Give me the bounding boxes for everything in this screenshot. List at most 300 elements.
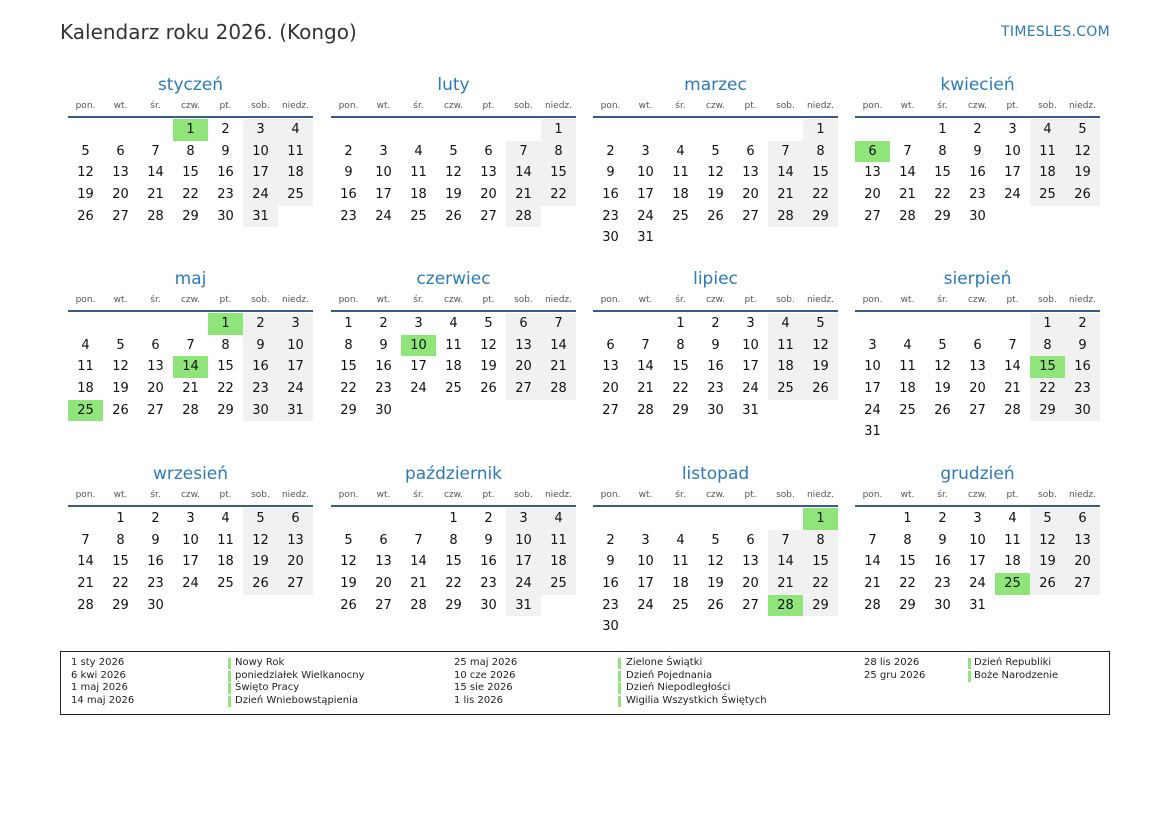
day-cell: 22	[541, 184, 576, 206]
weekday-header	[855, 98, 1100, 118]
day-grid	[855, 508, 1100, 616]
day-cell: 25	[217, 576, 234, 592]
holiday-day-cell: 25	[995, 573, 1030, 595]
day-cell: 28	[147, 208, 164, 224]
day-cell: 21	[410, 576, 427, 592]
day-cell: 10	[182, 532, 199, 548]
day-cell: 22	[217, 381, 234, 397]
day-cell: 18	[899, 381, 916, 397]
empty-cell	[960, 313, 995, 335]
day-cell: 24	[506, 573, 541, 595]
day-cell: 29	[340, 402, 357, 418]
month-name: listopad	[681, 464, 750, 484]
day-cell: 2	[973, 122, 982, 137]
weekday-label: wt.	[376, 295, 391, 305]
day-cell: 2	[606, 143, 615, 159]
day-cell: 8	[221, 337, 230, 353]
day-grid	[593, 313, 838, 421]
day-cell: 3	[1008, 122, 1017, 137]
empty-cell	[855, 508, 890, 530]
day-cell: 18	[1004, 554, 1021, 570]
day-cell: 25	[445, 381, 462, 397]
day-cell: 11	[77, 359, 94, 375]
day-cell: 16	[243, 356, 278, 378]
day-cell: 9	[606, 554, 615, 570]
weekday-label: niedz.	[806, 490, 835, 500]
month-2	[593, 73, 838, 249]
day-cell: 26	[340, 597, 357, 613]
day-cell: 14	[768, 551, 803, 573]
empty-cell	[103, 119, 138, 141]
day-cell: 23	[1065, 378, 1100, 400]
day-cell: 25	[410, 208, 427, 224]
legend-holiday-name: poniedziałek Wielkanocny	[235, 669, 365, 681]
empty-cell	[995, 313, 1030, 335]
day-cell: 31	[278, 400, 313, 422]
day-cell: 29	[217, 402, 234, 418]
day-cell: 15	[803, 551, 838, 573]
legend-date: 28 lis 2026	[864, 657, 920, 668]
day-cell: 23	[243, 378, 278, 400]
weekday-label: pt.	[744, 101, 757, 111]
day-cell: 22	[112, 576, 129, 592]
day-cell: 10	[637, 554, 654, 570]
day-grid	[331, 313, 576, 421]
holiday-day-cell: 14	[173, 356, 208, 378]
day-cell: 30	[707, 402, 724, 418]
day-cell: 24	[969, 576, 986, 592]
weekday-label: niedz.	[281, 295, 310, 305]
weekday-label: wt.	[638, 490, 653, 500]
weekday-label: pt.	[1006, 490, 1019, 500]
day-cell: 7	[414, 532, 423, 548]
day-cell: 2	[938, 511, 947, 526]
month-name: październik	[404, 464, 503, 484]
weekday-label: czw.	[967, 101, 988, 111]
legend-holiday-name: Święto Pracy	[235, 682, 300, 694]
day-cell: 6	[606, 337, 615, 353]
day-cell: 7	[541, 313, 576, 335]
weekday-label: sob.	[251, 295, 270, 305]
day-cell: 27	[602, 402, 619, 418]
day-cell: 15	[672, 359, 689, 375]
month-name: styczeń	[157, 75, 224, 95]
empty-cell	[68, 508, 103, 530]
day-cell: 29	[934, 208, 951, 224]
legend-holiday-name: Zielone Świątki	[626, 657, 703, 668]
day-cell: 27	[480, 208, 497, 224]
day-cell: 18	[445, 359, 462, 375]
day-cell: 5	[449, 143, 458, 159]
day-cell: 16	[217, 165, 234, 181]
day-cell: 11	[541, 530, 576, 552]
day-cell: 30	[1065, 400, 1100, 422]
day-cell: 14	[768, 162, 803, 184]
day-cell: 2	[344, 143, 353, 159]
day-cell: 21	[541, 356, 576, 378]
day-cell: 27	[969, 402, 986, 418]
month-4	[68, 267, 313, 421]
day-cell: 19	[77, 187, 94, 203]
day-cell: 1	[449, 511, 458, 526]
legend-marker	[228, 671, 231, 682]
holiday-day-cell: 10	[401, 335, 436, 357]
day-cell: 17	[243, 162, 278, 184]
day-cell: 16	[340, 187, 357, 203]
weekday-label: niedz.	[544, 490, 573, 500]
weekday-label: wt.	[900, 490, 915, 500]
day-cell: 6	[151, 337, 160, 353]
day-cell: 25	[541, 573, 576, 595]
day-cell: 27	[742, 597, 759, 613]
empty-cell	[698, 508, 733, 530]
day-cell: 25	[768, 378, 803, 400]
day-cell: 2	[1065, 313, 1100, 335]
day-cell: 21	[147, 187, 164, 203]
day-cell: 4	[1030, 119, 1065, 141]
day-cell: 17	[375, 187, 392, 203]
day-cell: 20	[147, 381, 164, 397]
day-cell: 12	[112, 359, 129, 375]
day-cell: 22	[1030, 378, 1065, 400]
day-cell: 4	[221, 511, 230, 526]
weekday-label: sob.	[1038, 490, 1057, 500]
day-cell: 4	[81, 337, 90, 353]
day-cell: 14	[637, 359, 654, 375]
weekday-label: śr.	[413, 490, 424, 500]
day-cell: 13	[742, 165, 759, 181]
day-cell: 8	[938, 143, 947, 159]
page-title: Kalendarz roku 2026. (Kongo)	[60, 20, 357, 44]
weekday-label: pon.	[338, 101, 359, 111]
day-cell: 27	[147, 402, 164, 418]
legend-marker	[618, 683, 621, 694]
legend-holiday-name: Dzień Niepodległości	[626, 682, 731, 694]
day-cell: 8	[676, 337, 685, 353]
day-cell: 21	[182, 381, 199, 397]
day-cell: 28	[899, 208, 916, 224]
day-cell: 26	[77, 208, 94, 224]
month-9	[331, 462, 576, 616]
day-cell: 21	[506, 184, 541, 206]
day-cell: 18	[77, 381, 94, 397]
weekday-label: wt.	[900, 295, 915, 305]
day-cell: 4	[449, 316, 458, 331]
day-cell: 17	[278, 356, 313, 378]
day-cell: 14	[147, 165, 164, 181]
holiday-day-cell: 1	[803, 508, 838, 530]
day-cell: 1	[903, 511, 912, 526]
weekday-label: czw.	[443, 490, 464, 500]
day-cell: 16	[602, 576, 619, 592]
day-cell: 28	[77, 597, 94, 613]
day-cell: 8	[803, 141, 838, 163]
day-cell: 25	[278, 184, 313, 206]
day-grid	[855, 119, 1100, 227]
day-cell: 30	[375, 402, 392, 418]
empty-cell	[331, 119, 366, 141]
weekday-label: śr.	[675, 490, 686, 500]
day-cell: 11	[410, 165, 427, 181]
day-cell: 6	[116, 143, 125, 159]
day-cell: 14	[1004, 359, 1021, 375]
weekday-label: śr.	[150, 295, 161, 305]
day-cell: 23	[340, 208, 357, 224]
day-cell: 19	[934, 381, 951, 397]
holiday-day-cell: 28	[768, 595, 803, 617]
day-cell: 10	[1004, 143, 1021, 159]
day-cell: 21	[864, 576, 881, 592]
weekday-label: sob.	[251, 101, 270, 111]
weekday-label: niedz.	[1068, 295, 1097, 305]
weekday-header	[855, 487, 1100, 507]
month-name: marzec	[684, 75, 747, 95]
day-cell: 6	[1065, 508, 1100, 530]
day-cell: 7	[151, 143, 160, 159]
day-cell: 23	[602, 597, 619, 613]
day-cell: 28	[506, 206, 541, 228]
day-cell: 1	[541, 119, 576, 141]
day-cell: 26	[1030, 573, 1065, 595]
day-cell: 29	[445, 597, 462, 613]
day-cell: 3	[868, 337, 877, 353]
day-cell: 3	[506, 508, 541, 530]
day-cell: 27	[278, 573, 313, 595]
empty-cell	[768, 119, 803, 141]
day-cell: 30	[147, 597, 164, 613]
day-cell: 9	[484, 532, 493, 548]
day-cell: 4	[414, 143, 423, 159]
day-cell: 20	[864, 187, 881, 203]
day-cell: 10	[375, 165, 392, 181]
day-cell: 31	[637, 230, 654, 246]
weekday-header	[331, 98, 576, 118]
day-cell: 14	[77, 554, 94, 570]
day-cell: 31	[243, 206, 278, 228]
day-cell: 17	[1004, 165, 1021, 181]
weekday-label: pt.	[482, 101, 495, 111]
weekday-label: pon.	[862, 295, 883, 305]
day-cell: 29	[1030, 400, 1065, 422]
day-cell: 18	[1030, 162, 1065, 184]
weekday-label: czw.	[180, 295, 201, 305]
holiday-day-cell: 6	[855, 141, 890, 163]
weekday-label: czw.	[967, 295, 988, 305]
day-cell: 9	[973, 143, 982, 159]
weekday-label: sob.	[776, 101, 795, 111]
day-cell: 26	[112, 402, 129, 418]
day-cell: 22	[340, 381, 357, 397]
empty-cell	[506, 119, 541, 141]
day-cell: 26	[445, 208, 462, 224]
day-cell: 8	[116, 532, 125, 548]
day-cell: 19	[112, 381, 129, 397]
day-cell: 4	[541, 508, 576, 530]
weekday-label: niedz.	[544, 101, 573, 111]
day-cell: 9	[938, 532, 947, 548]
weekday-label: wt.	[376, 101, 391, 111]
day-cell: 23	[480, 576, 497, 592]
day-cell: 24	[637, 597, 654, 613]
legend-marker	[228, 696, 231, 707]
day-cell: 16	[480, 554, 497, 570]
day-cell: 18	[541, 551, 576, 573]
day-cell: 5	[711, 532, 720, 548]
day-cell: 8	[541, 141, 576, 163]
day-cell: 12	[445, 165, 462, 181]
month-name: sierpień	[943, 269, 1012, 289]
day-cell: 22	[803, 573, 838, 595]
day-cell: 23	[147, 576, 164, 592]
day-cell: 28	[1004, 402, 1021, 418]
day-cell: 9	[711, 337, 720, 353]
day-cell: 13	[480, 165, 497, 181]
weekday-label: wt.	[113, 101, 128, 111]
holiday-day-cell: 1	[208, 313, 243, 335]
day-cell: 1	[1030, 313, 1065, 335]
day-cell: 19	[707, 187, 724, 203]
day-cell: 11	[1004, 532, 1021, 548]
empty-cell	[401, 508, 436, 530]
day-cell: 10	[637, 165, 654, 181]
legend-holiday-name: Dzień Republiki	[974, 657, 1052, 668]
weekday-label: pon.	[75, 295, 96, 305]
day-cell: 4	[903, 337, 912, 353]
day-cell: 17	[742, 359, 759, 375]
weekday-label: sob.	[514, 490, 533, 500]
day-cell: 17	[182, 554, 199, 570]
day-cell: 3	[243, 119, 278, 141]
day-grid	[68, 119, 313, 227]
day-cell: 1	[803, 119, 838, 141]
weekday-label: czw.	[180, 490, 201, 500]
weekday-label: śr.	[675, 101, 686, 111]
day-cell: 30	[480, 597, 497, 613]
day-cell: 22	[803, 184, 838, 206]
month-name: maj	[174, 269, 207, 289]
day-cell: 5	[938, 337, 947, 353]
day-cell: 21	[768, 573, 803, 595]
day-cell: 14	[864, 554, 881, 570]
day-cell: 8	[803, 530, 838, 552]
day-cell: 9	[151, 532, 160, 548]
day-cell: 6	[746, 532, 755, 548]
day-cell: 5	[1065, 119, 1100, 141]
day-cell: 29	[112, 597, 129, 613]
day-cell: 11	[1030, 141, 1065, 163]
day-cell: 19	[1030, 551, 1065, 573]
day-cell: 5	[1030, 508, 1065, 530]
day-cell: 6	[484, 143, 493, 159]
weekday-header	[331, 292, 576, 312]
month-name: grudzień	[940, 464, 1015, 484]
empty-cell	[138, 313, 173, 335]
empty-cell	[890, 313, 925, 335]
brand-link[interactable]: TIMESLES.COM	[1001, 24, 1110, 40]
day-cell: 3	[746, 316, 755, 331]
day-cell: 20	[480, 187, 497, 203]
weekday-label: pon.	[75, 490, 96, 500]
legend-marker	[968, 658, 971, 669]
day-cell: 3	[186, 511, 195, 526]
empty-cell	[436, 119, 471, 141]
day-cell: 25	[1030, 184, 1065, 206]
day-cell: 17	[637, 187, 654, 203]
day-cell: 28	[637, 402, 654, 418]
weekday-label: czw.	[705, 295, 726, 305]
day-cell: 1	[344, 316, 353, 331]
weekday-label: pt.	[482, 490, 495, 500]
day-cell: 11	[672, 554, 689, 570]
day-cell: 19	[340, 576, 357, 592]
weekday-header	[593, 487, 838, 507]
weekday-label: pon.	[338, 295, 359, 305]
weekday-label: niedz.	[1068, 101, 1097, 111]
day-cell: 23	[707, 381, 724, 397]
day-grid	[331, 119, 576, 227]
empty-cell	[855, 119, 890, 141]
day-cell: 5	[803, 313, 838, 335]
day-cell: 3	[641, 143, 650, 159]
day-cell: 13	[506, 335, 541, 357]
weekday-label: czw.	[180, 101, 201, 111]
legend-date: 1 maj 2026	[71, 682, 128, 694]
day-cell: 4	[676, 143, 685, 159]
day-cell: 18	[217, 554, 234, 570]
day-cell: 13	[969, 359, 986, 375]
day-cell: 1	[938, 122, 947, 137]
month-3	[855, 73, 1100, 227]
holiday-day-cell: 1	[173, 119, 208, 141]
day-grid	[331, 508, 576, 616]
weekday-label: sob.	[251, 490, 270, 500]
day-cell: 10	[969, 532, 986, 548]
weekday-label: pon.	[338, 490, 359, 500]
weekday-label: czw.	[705, 490, 726, 500]
day-cell: 8	[449, 532, 458, 548]
day-cell: 13	[742, 554, 759, 570]
empty-cell	[768, 508, 803, 530]
empty-cell	[68, 313, 103, 335]
day-cell: 12	[340, 554, 357, 570]
day-cell: 6	[973, 337, 982, 353]
day-cell: 13	[864, 165, 881, 181]
day-cell: 7	[81, 532, 90, 548]
day-cell: 3	[379, 143, 388, 159]
day-cell: 14	[506, 162, 541, 184]
day-cell: 9	[344, 165, 353, 181]
day-cell: 27	[506, 378, 541, 400]
weekday-label: wt.	[376, 490, 391, 500]
day-cell: 6	[746, 143, 755, 159]
day-grid	[855, 313, 1100, 443]
weekday-label: niedz.	[544, 295, 573, 305]
day-cell: 20	[742, 576, 759, 592]
weekday-label: pt.	[744, 490, 757, 500]
weekday-label: wt.	[638, 101, 653, 111]
day-cell: 26	[1065, 184, 1100, 206]
day-cell: 15	[217, 359, 234, 375]
empty-cell	[366, 119, 401, 141]
day-cell: 24	[742, 381, 759, 397]
weekday-label: wt.	[900, 101, 915, 111]
weekday-label: sob.	[1038, 101, 1057, 111]
day-cell: 21	[77, 576, 94, 592]
day-cell: 23	[969, 187, 986, 203]
legend-holiday-name: Nowy Rok	[235, 657, 285, 668]
day-cell: 28	[541, 378, 576, 400]
weekday-label: sob.	[776, 295, 795, 305]
